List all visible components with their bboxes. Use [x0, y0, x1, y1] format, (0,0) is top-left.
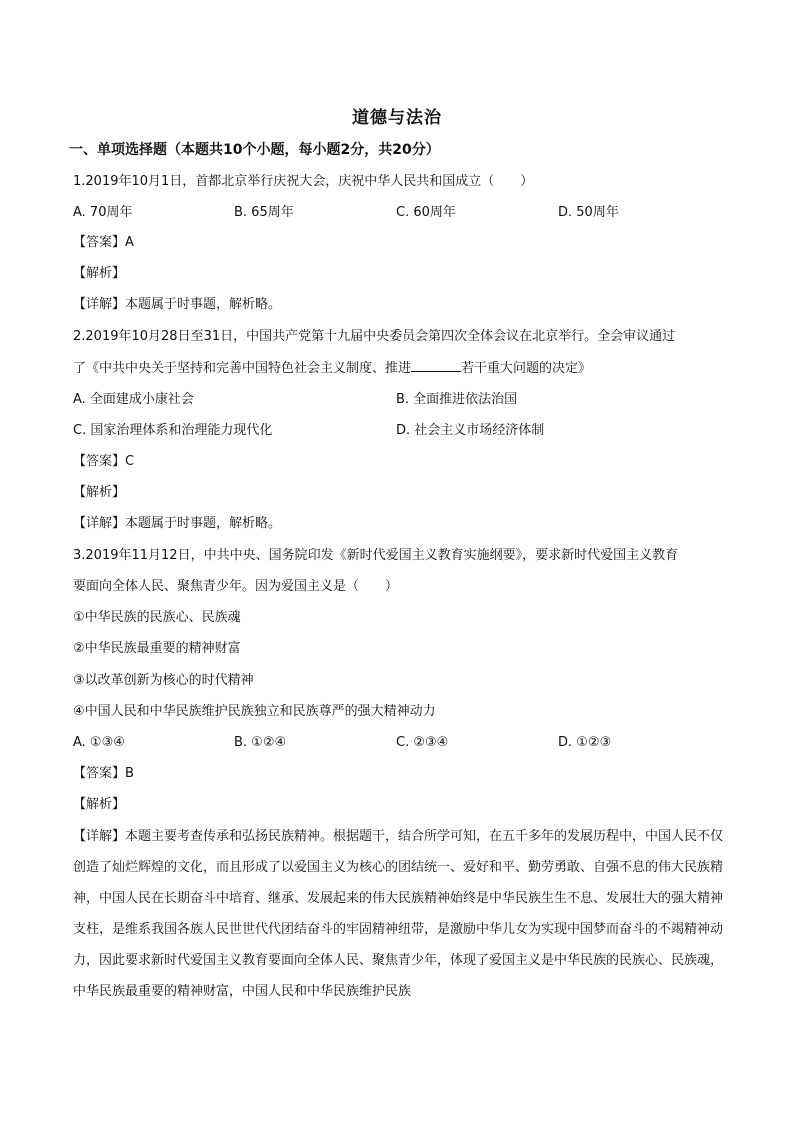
q1-option-d: D. 50周年: [558, 205, 619, 220]
q2-option-d: D. 社会主义市场经济体制: [396, 423, 545, 438]
q3-stem-line1: 3.2019年11月12日，中共中央、国务院印发《新时代爱国主义教育实施纲要》，要求新时代爱国主义教育: [73, 548, 679, 563]
q2-option-b: B. 全面推进依法治国: [396, 392, 518, 407]
q3-detail-paragraph: 【详解】本题主要考查传承和弘扬民族精神。根据题干，结合所学可知，在五千多年的发展历程中，中国人民不仅创造了灿烂辉煌的文化，而且形成了以爱国主义为核心的团结统一、爱好和平、勤劳勇敢、自强不息的伟大民族精神，中国人民在长期奋斗中培育、继承、发展起来的伟大民族精神始终是中华民族生生不息、发展壮大的强大精神支柱，是维系我国各族人民世世代代团结奋斗的牢固精神纽带，是激励中华儿女为实现中国梦而奋斗的不竭精神动力，因此要求新时代爱国主义教育要面向全体人民、聚焦青少年，体现了爱国主义是中华民族的民族心、民族魂，中华民族最重要的精神财富，中国人民和中华民族维护民族: [73, 829, 724, 999]
q3-option-b: B. ①②④: [234, 735, 287, 750]
q1-stem: 1.2019年10月1日，首都北京举行庆祝大会，庆祝中华人民共和国成立（ ）: [73, 174, 534, 189]
q3-analysis-label: 【解析】: [73, 797, 126, 812]
q1-option-c: C. 60周年: [396, 205, 456, 220]
q1-option-b: B. 65周年: [234, 205, 294, 220]
q3-item-2: ②中华民族最重要的精神财富: [73, 641, 241, 656]
fill-in-blank: [411, 359, 461, 372]
q2-analysis-label: 【解析】: [73, 485, 126, 500]
q3-item-4: ④中国人民和中华民族维护民族独立和民族尊严的强大精神动力: [73, 704, 436, 719]
q1-option-a: A. 70周年: [73, 205, 133, 220]
q1-detail: 【详解】本题属于时事题，解析略。: [73, 297, 282, 312]
q2-stem-line2-part-a: 了《中共中央关于坚持和完善中国特色社会主义制度、推进: [73, 361, 412, 376]
q3-option-c: C. ②③④: [396, 735, 449, 750]
q3-answer: 【答案】B: [73, 766, 134, 781]
q2-detail: 【详解】本题属于时事题，解析略。: [73, 516, 282, 531]
q1-analysis-label: 【解析】: [73, 266, 126, 281]
q2-stem-line2: [73, 359, 591, 378]
q2-option-a: A. 全面建成小康社会: [73, 392, 194, 407]
q3-option-d: D. ①②③: [558, 735, 612, 750]
q2-option-c: C. 国家治理体系和治理能力现代化: [73, 423, 273, 438]
q3-option-a: A. ①③④: [73, 735, 125, 750]
q2-stem-line2-part-b: 若干重大问题的决定》: [461, 361, 592, 376]
q1-answer: 【答案】A: [73, 235, 134, 250]
q2-answer: 【答案】C: [73, 454, 135, 469]
q3-stem-line2: 要面向全体人民、聚焦青少年。因为爱国主义是（ ）: [73, 579, 399, 594]
section-heading: 一、单项选择题（本题共10个小题，每小题2分，共20分）: [69, 142, 440, 158]
q3-item-1: ①中华民族的民族心、民族魂: [73, 610, 241, 625]
q3-item-3: ③以改革创新为核心的时代精神: [73, 673, 254, 688]
q2-stem-line1: 2.2019年10月28日至31日，中国共产党第十九届中央委员会第四次全体会议在北京举行。全会审议通过: [73, 329, 676, 344]
page-title: 道德与法治: [352, 108, 442, 128]
